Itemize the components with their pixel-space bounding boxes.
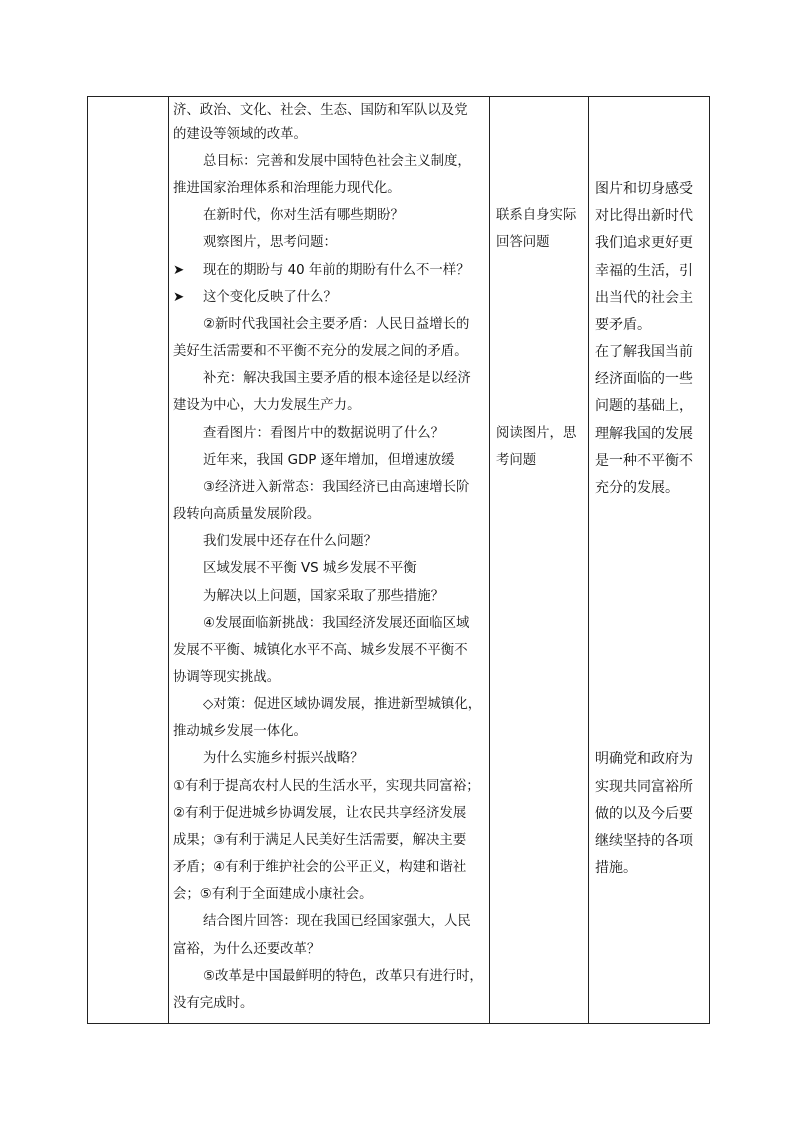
- design-intent-line: 对比得出新时代: [595, 208, 693, 224]
- stage-column-cell: [88, 97, 169, 1024]
- design-intent-line: 理解我国的发展: [595, 426, 693, 442]
- teaching-content-line: ②新时代我国社会主要矛盾：人民日益增长的: [203, 317, 470, 332]
- teaching-content-line: 段转向高质量发展阶段。: [173, 507, 321, 522]
- teaching-content-line: 结合图片回答：现在我国已经国家强大，人民: [203, 914, 471, 929]
- teaching-content-text: [169, 97, 489, 1023]
- teaching-content-line: 富裕，为什么还要改革？: [173, 942, 321, 957]
- teaching-content-line: 补充：解决我国主要矛盾的根本途径是以经济: [203, 371, 471, 386]
- design-intent-line: 在了解我国当前: [595, 344, 693, 360]
- teaching-content-line: 现在的期盼与 40 年前的期盼有什么不一样？: [203, 263, 470, 278]
- design-intent-line: 明确党和政府为: [595, 751, 693, 767]
- teaching-content-line: 我们发展中还存在什么问题？: [203, 534, 378, 549]
- teaching-content-line: 推动城乡发展一体化。: [173, 724, 307, 739]
- design-intent-text: [589, 97, 709, 1023]
- design-intent-line: 幸福的生活，引: [595, 263, 693, 279]
- teaching-content-line: 发展不平衡、城镇化水平不高、城乡发展不平衡不: [173, 643, 468, 658]
- design-intent-line: 要矛盾。: [595, 317, 651, 333]
- teaching-content-line: ④发展面临新挑战：我国经济发展还面临区域: [203, 616, 470, 631]
- teaching-content-line: 这个变化反映了什么？: [203, 290, 337, 305]
- design-intent-line: 措施。: [595, 860, 637, 876]
- teaching-content-line: 没有完成时。: [173, 996, 254, 1011]
- teaching-content-line: 在新时代，你对生活有哪些期盼？: [203, 208, 404, 223]
- teaching-content-line: 为解决以上问题，国家采取了那些措施？: [203, 589, 445, 604]
- teaching-content-line: ➤: [173, 290, 185, 305]
- design-intent-line: 充分的发展。: [595, 480, 679, 496]
- teaching-content-line: 近年来，我国 GDP 逐年增加，但增速放缓: [203, 453, 455, 468]
- teaching-content-line: 美好生活需要和不平衡不充分的发展之间的矛盾。: [173, 344, 468, 359]
- teaching-content-line: 区域发展不平衡 VS 城乡发展不平衡: [203, 561, 417, 576]
- teaching-content-line: ⑤改革是中国最鲜明的特色，改革只有进行时，: [203, 969, 483, 984]
- design-intent-line: 继续坚持的各项: [595, 833, 693, 849]
- student-activity-text: [490, 97, 588, 1023]
- teaching-content-line: 观察图片，思考问题：: [203, 235, 337, 250]
- teaching-content-line: ➤: [173, 263, 185, 278]
- teaching-content-line: 成果；③有利于满足人民美好生活需要，解决主要: [173, 833, 467, 848]
- teaching-content-line: 会；⑤有利于全面建成小康社会。: [173, 887, 373, 902]
- table-row: [88, 97, 710, 1024]
- design-intent-cell: [589, 97, 710, 1024]
- student-activity-line: 联系自身实际: [496, 208, 577, 223]
- teaching-content-line: 查看图片：看图片中的数据说明了什么？: [203, 426, 445, 441]
- student-activity-cell: [490, 97, 589, 1024]
- design-intent-line: 我们追求更好更: [595, 235, 693, 251]
- design-intent-line: 实现共同富裕所: [595, 779, 693, 795]
- teaching-content-line: 建设为中心，大力发展生产力。: [173, 398, 361, 413]
- student-activity-line: 阅读图片，思: [496, 426, 577, 441]
- design-intent-line: 经济面临的一些: [595, 371, 693, 387]
- student-activity-line: 回答问题: [496, 235, 550, 250]
- design-intent-line: 问题的基础上，: [595, 398, 693, 414]
- teaching-content-line: 协调等现实挑战。: [173, 670, 281, 685]
- teaching-content-line: ①有利于提高农村人民的生活水平，实现共同富裕；: [173, 779, 480, 794]
- lesson-plan-table: [87, 96, 710, 1024]
- teaching-content-line: 推进国家治理体系和治理能力现代化。: [173, 181, 401, 196]
- student-activity-line: 考问题: [496, 453, 537, 468]
- teaching-content-line: 矛盾；④有利于维护社会的公平正义，构建和谐社: [173, 860, 467, 875]
- teaching-content-line: 济、政治、文化、社会、生态、国防和军队以及党: [173, 103, 468, 118]
- teaching-content-line: ◇对策：促进区域协调发展，推进新型城镇化，: [203, 697, 482, 712]
- teaching-content-line: 的建设等领域的改革。: [173, 127, 307, 142]
- teaching-content-cell: [169, 97, 490, 1024]
- design-intent-line: 出当代的社会主: [595, 290, 693, 306]
- teaching-content-line: ③经济进入新常态：我国经济已由高速增长阶: [203, 480, 470, 495]
- design-intent-line: 做的以及今后要: [595, 806, 693, 822]
- teaching-content-line: 总目标：完善和发展中国特色社会主义制度，: [203, 154, 471, 169]
- design-intent-line: 图片和切身感受: [595, 181, 693, 197]
- teaching-content-line: ②有利于促进城乡协调发展，让农民共享经济发展: [173, 806, 467, 821]
- design-intent-line: 是一种不平衡不: [595, 453, 693, 469]
- teaching-content-line: 为什么实施乡村振兴战略？: [203, 751, 364, 766]
